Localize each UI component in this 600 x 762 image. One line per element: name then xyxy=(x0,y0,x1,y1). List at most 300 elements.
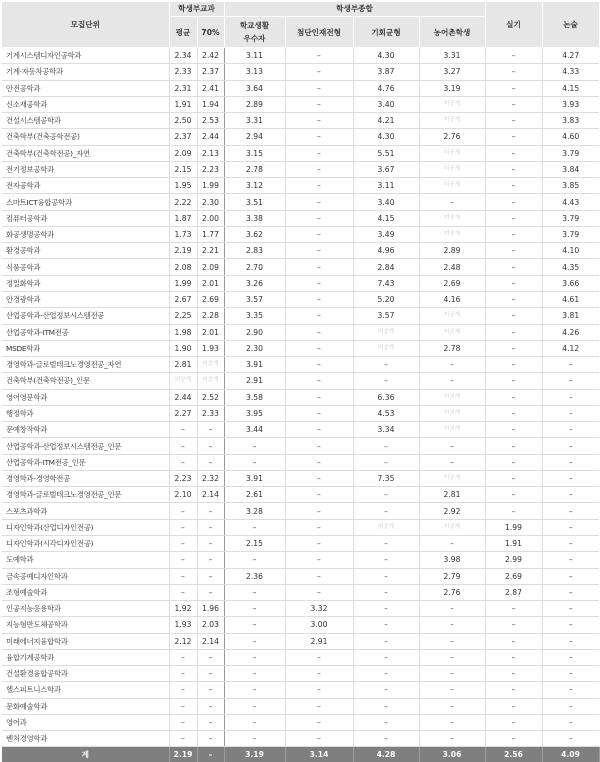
value-cell: – xyxy=(285,145,353,161)
dept-name: 디자인학과(시각디자인전공) xyxy=(2,535,169,551)
value-cell: – xyxy=(197,438,224,454)
header-rural: 농어촌학생 xyxy=(419,17,485,48)
value-cell: – xyxy=(485,129,542,145)
value-cell: 미공개 xyxy=(419,145,485,161)
value-cell: – xyxy=(485,178,542,194)
value-cell: 4.10 xyxy=(542,243,599,259)
value-cell: – xyxy=(285,259,353,275)
value-cell: – xyxy=(169,714,197,730)
value-cell: 2.13 xyxy=(197,145,224,161)
value-cell: – xyxy=(419,601,485,617)
table-row xyxy=(2,714,599,730)
value-cell: – xyxy=(285,666,353,682)
value-cell: 3.00 xyxy=(285,617,353,633)
value-cell: 3.38 xyxy=(224,210,285,226)
value-cell: – xyxy=(353,698,419,714)
value-cell: 2.25 xyxy=(169,308,197,324)
table-row xyxy=(2,226,599,242)
value-cell: – xyxy=(485,48,542,64)
value-cell: – xyxy=(485,503,542,519)
value-cell: – xyxy=(419,698,485,714)
value-cell: 2.87 xyxy=(485,584,542,600)
value-cell: – xyxy=(542,357,599,373)
dept-name: 건축학부(건축학전공)_자연 xyxy=(2,145,169,161)
value-cell: – xyxy=(542,470,599,486)
value-cell: 2.90 xyxy=(224,324,285,340)
dept-name: 안경광학과 xyxy=(2,291,169,307)
value-cell: 3.11 xyxy=(224,48,285,64)
dept-name: 문화예술학과 xyxy=(2,698,169,714)
value-cell: 미공개 xyxy=(353,340,419,356)
value-cell: – xyxy=(353,649,419,665)
value-cell: – xyxy=(197,503,224,519)
dept-name: 인공지능응용학과 xyxy=(2,601,169,617)
value-cell: – xyxy=(485,145,542,161)
value-cell: – xyxy=(485,731,542,747)
table-row xyxy=(2,178,599,194)
value-cell: 2.33 xyxy=(169,64,197,80)
value-cell: 2.14 xyxy=(197,487,224,503)
value-cell: – xyxy=(419,731,485,747)
header-advanced: 첨단인재전형 xyxy=(285,17,353,48)
value-cell: 3.40 xyxy=(353,96,419,112)
value-cell: – xyxy=(353,584,419,600)
value-cell: 2.14 xyxy=(197,633,224,649)
value-cell: 미공개 xyxy=(419,422,485,438)
table-row xyxy=(2,373,599,389)
value-cell: – xyxy=(197,714,224,730)
value-cell: – xyxy=(485,194,542,210)
value-cell: 2.79 xyxy=(419,568,485,584)
dept-name: 건설시스템공학과 xyxy=(2,113,169,129)
value-cell: 4.27 xyxy=(542,48,599,64)
value-cell: – xyxy=(485,161,542,177)
value-cell: 2.70 xyxy=(224,259,285,275)
value-cell: 미공개 xyxy=(419,161,485,177)
value-cell: 2.15 xyxy=(224,535,285,551)
value-cell: 미공개 xyxy=(419,389,485,405)
value-cell: 3.49 xyxy=(353,226,419,242)
value-cell: 2.42 xyxy=(197,48,224,64)
table-row xyxy=(2,503,599,519)
value-cell: – xyxy=(353,617,419,633)
value-cell: 2.22 xyxy=(169,194,197,210)
value-cell: – xyxy=(285,698,353,714)
total-cell: 3.14 xyxy=(285,747,353,762)
total-cell: 4.28 xyxy=(353,747,419,762)
value-cell: – xyxy=(542,568,599,584)
value-cell: – xyxy=(197,454,224,470)
value-cell: 3.91 xyxy=(224,470,285,486)
value-cell: 4.30 xyxy=(353,129,419,145)
value-cell: – xyxy=(542,584,599,600)
value-cell: 1.95 xyxy=(169,178,197,194)
value-cell: 3.27 xyxy=(419,64,485,80)
value-cell: – xyxy=(419,633,485,649)
value-cell: – xyxy=(285,470,353,486)
value-cell: 2.61 xyxy=(224,487,285,503)
dept-name: 신소재공학과 xyxy=(2,96,169,112)
value-cell: 2.69 xyxy=(197,291,224,307)
table-row xyxy=(2,487,599,503)
value-cell: – xyxy=(485,80,542,96)
value-cell: – xyxy=(353,438,419,454)
value-cell: – xyxy=(169,503,197,519)
dept-name: 경영학과-글로벌테크노경영전공_인문 xyxy=(2,487,169,503)
value-cell: 미공개 xyxy=(197,357,224,373)
table-row xyxy=(2,454,599,470)
value-cell: 미공개 xyxy=(197,373,224,389)
table-row xyxy=(2,389,599,405)
value-cell: 2.81 xyxy=(419,487,485,503)
value-cell: – xyxy=(485,405,542,421)
value-cell: – xyxy=(285,731,353,747)
value-cell: – xyxy=(224,714,285,730)
value-cell: 미공개 xyxy=(353,324,419,340)
value-cell: 1.93 xyxy=(197,340,224,356)
value-cell: – xyxy=(285,487,353,503)
dept-name: 산업공학과-산업정보시스템전공 xyxy=(2,308,169,324)
table-row xyxy=(2,194,599,210)
total-cell: 4.09 xyxy=(542,747,599,762)
table-row xyxy=(2,470,599,486)
value-cell: 미공개 xyxy=(353,519,419,535)
value-cell: – xyxy=(419,666,485,682)
dept-name: 지능형반도체공학과 xyxy=(2,617,169,633)
table-row xyxy=(2,96,599,112)
dept-name: 식품공학과 xyxy=(2,259,169,275)
value-cell: 1.90 xyxy=(169,340,197,356)
value-cell: 2.78 xyxy=(224,161,285,177)
value-cell: – xyxy=(224,584,285,600)
dept-name: 환경공학과 xyxy=(2,243,169,259)
table-row xyxy=(2,601,599,617)
value-cell: – xyxy=(285,226,353,242)
value-cell: 1.73 xyxy=(169,226,197,242)
table-row xyxy=(2,731,599,747)
value-cell: – xyxy=(485,438,542,454)
table-row xyxy=(2,324,599,340)
total-cell: 3.06 xyxy=(419,747,485,762)
value-cell: 3.57 xyxy=(224,291,285,307)
value-cell: – xyxy=(542,438,599,454)
table-row xyxy=(2,617,599,633)
value-cell: 3.79 xyxy=(542,226,599,242)
dept-name: 건축학부(건축공학전공) xyxy=(2,129,169,145)
dept-name: 안전공학과 xyxy=(2,80,169,96)
header-dept: 모집단위 xyxy=(2,2,169,48)
value-cell: 2.99 xyxy=(485,552,542,568)
value-cell: 미공개 xyxy=(419,226,485,242)
value-cell: 1.93 xyxy=(169,617,197,633)
value-cell: 5.51 xyxy=(353,145,419,161)
value-cell: 미공개 xyxy=(419,210,485,226)
dept-name: 산업공학과-ITM전공_인문 xyxy=(2,454,169,470)
value-cell: – xyxy=(169,584,197,600)
dept-name: 컴퓨터공학과 xyxy=(2,210,169,226)
value-cell: 2.81 xyxy=(169,357,197,373)
value-cell: – xyxy=(224,633,285,649)
value-cell: – xyxy=(169,698,197,714)
value-cell: – xyxy=(169,666,197,682)
value-cell: 7.35 xyxy=(353,470,419,486)
value-cell: – xyxy=(485,422,542,438)
table-row xyxy=(2,584,599,600)
value-cell: 2.15 xyxy=(169,161,197,177)
value-cell: 3.32 xyxy=(285,601,353,617)
value-cell: – xyxy=(485,373,542,389)
value-cell: – xyxy=(353,454,419,470)
total-cell: 2.56 xyxy=(485,747,542,762)
value-cell: – xyxy=(285,405,353,421)
table-row xyxy=(2,666,599,682)
value-cell: – xyxy=(285,324,353,340)
value-cell: 3.40 xyxy=(353,194,419,210)
value-cell: – xyxy=(285,454,353,470)
value-cell: – xyxy=(485,698,542,714)
value-cell: – xyxy=(197,568,224,584)
value-cell: – xyxy=(542,617,599,633)
value-cell: – xyxy=(485,389,542,405)
value-cell: – xyxy=(169,682,197,698)
dept-name: 전기정보공학과 xyxy=(2,161,169,177)
value-cell: 3.31 xyxy=(419,48,485,64)
dept-name: 화공생명공학과 xyxy=(2,226,169,242)
value-cell: – xyxy=(224,601,285,617)
value-cell: 4.76 xyxy=(353,80,419,96)
value-cell: – xyxy=(419,438,485,454)
value-cell: – xyxy=(542,373,599,389)
value-cell: – xyxy=(224,698,285,714)
value-cell: 1.91 xyxy=(169,96,197,112)
value-cell: – xyxy=(353,633,419,649)
table-row xyxy=(2,259,599,275)
value-cell: 1.91 xyxy=(485,535,542,551)
value-cell: – xyxy=(224,682,285,698)
table-row xyxy=(2,161,599,177)
value-cell: 4.43 xyxy=(542,194,599,210)
value-cell: 4.12 xyxy=(542,340,599,356)
value-cell: 3.44 xyxy=(224,422,285,438)
value-cell: 2.09 xyxy=(197,259,224,275)
value-cell: – xyxy=(542,454,599,470)
value-cell: – xyxy=(542,601,599,617)
table-row xyxy=(2,291,599,307)
value-cell: – xyxy=(285,682,353,698)
value-cell: – xyxy=(353,731,419,747)
total-label: 계 xyxy=(2,747,169,762)
value-cell: 4.15 xyxy=(542,80,599,96)
value-cell: 3.95 xyxy=(224,405,285,421)
table-row xyxy=(2,308,599,324)
value-cell: – xyxy=(485,666,542,682)
value-cell: – xyxy=(485,113,542,129)
value-cell: – xyxy=(542,682,599,698)
value-cell: 2.10 xyxy=(169,487,197,503)
header-equal-opportunity: 기회균형 xyxy=(353,17,419,48)
table-row xyxy=(2,568,599,584)
dept-name: 영어영문학과 xyxy=(2,389,169,405)
value-cell: – xyxy=(353,503,419,519)
value-cell: – xyxy=(197,552,224,568)
value-cell: – xyxy=(285,308,353,324)
value-cell: – xyxy=(353,682,419,698)
value-cell: – xyxy=(224,519,285,535)
value-cell: – xyxy=(285,357,353,373)
value-cell: – xyxy=(285,503,353,519)
value-cell: – xyxy=(285,373,353,389)
value-cell: 2.30 xyxy=(224,340,285,356)
value-cell: 3.87 xyxy=(353,64,419,80)
header-group-comprehensive: 학생부종합 xyxy=(224,2,485,17)
value-cell: – xyxy=(285,568,353,584)
dept-name: 융합기계공학과 xyxy=(2,649,169,665)
dept-name: 조형예술학과 xyxy=(2,584,169,600)
value-cell: – xyxy=(197,422,224,438)
total-cell: – xyxy=(197,747,224,762)
value-cell: – xyxy=(485,324,542,340)
value-cell: – xyxy=(485,454,542,470)
value-cell: – xyxy=(542,487,599,503)
dept-name: 건설환경융합공학과 xyxy=(2,666,169,682)
value-cell: – xyxy=(285,340,353,356)
value-cell: – xyxy=(285,64,353,80)
value-cell: – xyxy=(353,552,419,568)
value-cell: 2.37 xyxy=(169,129,197,145)
value-cell: – xyxy=(169,438,197,454)
value-cell: – xyxy=(485,357,542,373)
value-cell: 3.67 xyxy=(353,161,419,177)
value-cell: – xyxy=(285,275,353,291)
table-row xyxy=(2,633,599,649)
value-cell: – xyxy=(285,113,353,129)
value-cell: – xyxy=(485,64,542,80)
table-body xyxy=(2,48,599,747)
value-cell: 3.15 xyxy=(224,145,285,161)
dept-name: 경영학과-글로벌테크노경영전공_자연 xyxy=(2,357,169,373)
value-cell: – xyxy=(285,519,353,535)
table-row xyxy=(2,682,599,698)
table-row xyxy=(2,340,599,356)
value-cell: 1.99 xyxy=(485,519,542,535)
dept-name: 영어과 xyxy=(2,714,169,730)
value-cell: – xyxy=(285,161,353,177)
value-cell: – xyxy=(285,649,353,665)
value-cell: – xyxy=(353,487,419,503)
table-row xyxy=(2,275,599,291)
value-cell: – xyxy=(542,503,599,519)
value-cell: 2.78 xyxy=(419,340,485,356)
value-cell: – xyxy=(285,584,353,600)
value-cell: – xyxy=(419,357,485,373)
value-cell: – xyxy=(485,470,542,486)
value-cell: – xyxy=(285,438,353,454)
value-cell: 2.23 xyxy=(197,161,224,177)
value-cell: – xyxy=(285,389,353,405)
value-cell: 3.51 xyxy=(224,194,285,210)
value-cell: – xyxy=(419,535,485,551)
total-cell: 3.19 xyxy=(224,747,285,762)
table-row xyxy=(2,48,599,64)
value-cell: 2.03 xyxy=(197,617,224,633)
value-cell: – xyxy=(419,649,485,665)
value-cell: 2.69 xyxy=(485,568,542,584)
value-cell: – xyxy=(285,178,353,194)
value-cell: 미공개 xyxy=(419,308,485,324)
dept-name: 정밀화학과 xyxy=(2,275,169,291)
header-70pct: 70% xyxy=(197,17,224,48)
value-cell: 3.84 xyxy=(542,161,599,177)
table-row xyxy=(2,113,599,129)
table-row xyxy=(2,243,599,259)
value-cell: – xyxy=(353,535,419,551)
value-cell: 3.58 xyxy=(224,389,285,405)
dept-name: 디자인학과(산업디자인전공) xyxy=(2,519,169,535)
value-cell: 2.36 xyxy=(224,568,285,584)
value-cell: 7.43 xyxy=(353,275,419,291)
value-cell: 4.26 xyxy=(542,324,599,340)
value-cell: 2.28 xyxy=(197,308,224,324)
value-cell: 3.28 xyxy=(224,503,285,519)
value-cell: – xyxy=(285,210,353,226)
value-cell: 3.85 xyxy=(542,178,599,194)
value-cell: – xyxy=(285,535,353,551)
value-cell: 2.34 xyxy=(169,48,197,64)
value-cell: – xyxy=(485,649,542,665)
value-cell: 4.60 xyxy=(542,129,599,145)
value-cell: – xyxy=(224,438,285,454)
value-cell: 3.93 xyxy=(542,96,599,112)
table-row xyxy=(2,552,599,568)
value-cell: 1.94 xyxy=(197,96,224,112)
table-row xyxy=(2,357,599,373)
table-row xyxy=(2,145,599,161)
value-cell: – xyxy=(197,666,224,682)
value-cell: 3.79 xyxy=(542,145,599,161)
value-cell: 2.41 xyxy=(197,80,224,96)
value-cell: 2.19 xyxy=(169,243,197,259)
value-cell: 2.37 xyxy=(197,64,224,80)
dept-name: 금속공예디자인학과 xyxy=(2,568,169,584)
value-cell: 4.61 xyxy=(542,291,599,307)
value-cell: – xyxy=(169,454,197,470)
value-cell: 3.35 xyxy=(224,308,285,324)
value-cell: – xyxy=(285,194,353,210)
table-row xyxy=(2,698,599,714)
dept-name: 산업공학과-산업정보시스템전공_인문 xyxy=(2,438,169,454)
dept-name: 기계·자동차공학과 xyxy=(2,64,169,80)
value-cell: – xyxy=(197,519,224,535)
value-cell: – xyxy=(353,714,419,730)
value-cell: 3.31 xyxy=(224,113,285,129)
value-cell: – xyxy=(485,291,542,307)
value-cell: – xyxy=(169,552,197,568)
value-cell: 3.26 xyxy=(224,275,285,291)
value-cell: – xyxy=(169,568,197,584)
value-cell: – xyxy=(542,422,599,438)
dept-name: 경영학과-경영학전공 xyxy=(2,470,169,486)
value-cell: – xyxy=(224,731,285,747)
value-cell: – xyxy=(485,714,542,730)
table-row xyxy=(2,80,599,96)
value-cell: – xyxy=(485,487,542,503)
value-cell: 2.09 xyxy=(169,145,197,161)
value-cell: – xyxy=(542,633,599,649)
value-cell: 2.76 xyxy=(419,584,485,600)
value-cell: – xyxy=(353,357,419,373)
value-cell: 3.66 xyxy=(542,275,599,291)
value-cell: 3.83 xyxy=(542,113,599,129)
